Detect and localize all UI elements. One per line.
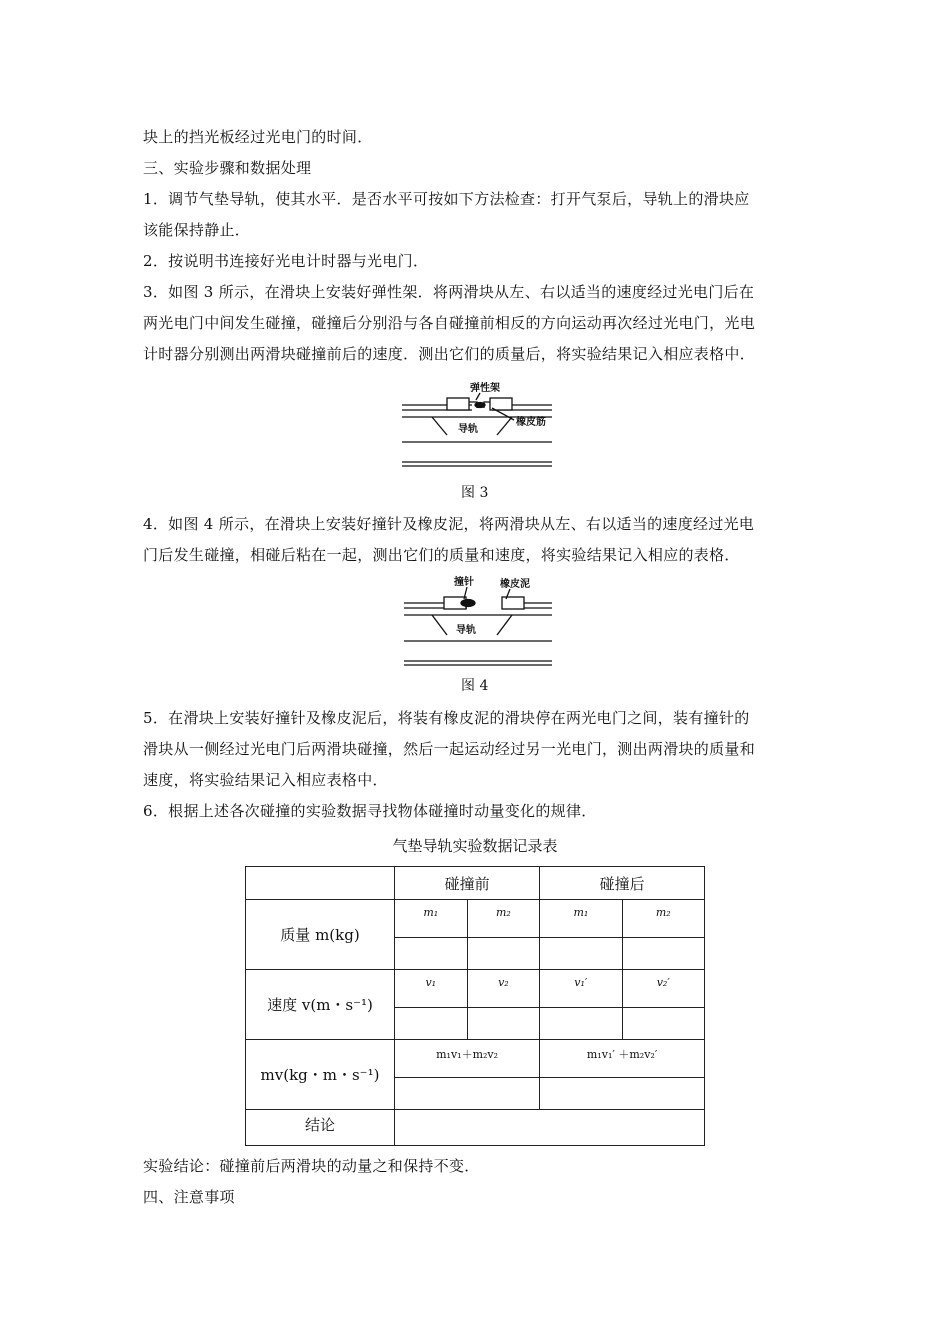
paragraph-line: 6．根据上述各次碰撞的实验数据寻找物体碰撞时动量变化的规律． [143, 802, 597, 820]
figure-3-caption: 图 3 [461, 485, 489, 501]
paragraph-line: 滑块从一侧经过光电门后两滑块碰撞，然后一起运动经过另一光电门，测出两滑块的质量和 [143, 740, 756, 758]
paragraph-line: 3．如图 3 所示，在滑块上安装好弹性架．将两滑块从左、右以适当的速度经过光电门后在 [143, 283, 755, 301]
fig3-label-band: 橡皮筋 [516, 417, 546, 428]
mass-symbol: m₁ [395, 900, 468, 938]
section-heading: 三、实验步骤和数据处理 [143, 159, 312, 177]
paragraph-line: 5．在滑块上安装好撞针及橡皮泥后，将装有橡皮泥的滑块停在两光电门之间，装有撞针的 [143, 709, 750, 727]
fig3-label-frame: 弹性架 [470, 383, 500, 394]
velocity-symbol: v₁ [395, 970, 468, 1008]
paragraph-line: 4．如图 4 所示，在滑块上安装好撞针及橡皮泥，将两滑块从左、右以适当的速度经过光电 [143, 515, 755, 533]
table-corner [246, 867, 395, 900]
mass-symbol: m₂ [622, 900, 704, 938]
fig4-label-pin: 撞针 [454, 577, 474, 588]
paragraph-line: 块上的挡光板经过光电门的时间． [143, 128, 373, 146]
table-title: 气垫导轨实验数据记录表 [392, 837, 558, 855]
conclusion-cell [395, 1110, 705, 1146]
paragraph-line: 1．调节气垫导轨，使其水平．是否水平可按如下方法检查：打开气泵后，导轨上的滑块应 [143, 190, 750, 208]
conclusion-label: 结论 [246, 1110, 395, 1146]
mass-label: 质量 m(kg) [246, 900, 395, 970]
paragraph-line: 速度，将实验结果记入相应表格中． [143, 771, 388, 789]
mass-symbol: m₁ [540, 900, 622, 938]
table-cell [540, 1008, 622, 1040]
table-cell [467, 1008, 540, 1040]
figure-4 [392, 573, 562, 672]
mass-symbol: m₂ [467, 900, 540, 938]
data-table [245, 866, 705, 1146]
paragraph-line: 该能保持静止． [143, 221, 251, 239]
section-heading: 四、注意事项 [143, 1188, 235, 1206]
fig4-label-clay: 橡皮泥 [500, 579, 530, 590]
conclusion-text: 实验结论：碰撞前后两滑块的动量之和保持不变． [143, 1157, 480, 1175]
momentum-label: mv(kg・m・s⁻¹) [246, 1040, 395, 1110]
paragraph-line: 2．按说明书连接好光电计时器与光电门． [143, 252, 429, 270]
table-cell [622, 938, 704, 970]
velocity-label: 速度 v(m・s⁻¹) [246, 970, 395, 1040]
header-after: 碰撞后 [540, 867, 705, 900]
table-cell [395, 938, 468, 970]
table-cell [540, 938, 622, 970]
table-cell [622, 1008, 704, 1040]
paragraph-line: 计时器分别测出两滑块碰撞前后的速度．测出它们的质量后，将实验结果记入相应表格中． [143, 345, 756, 363]
table-cell [467, 938, 540, 970]
table-cell [540, 1078, 705, 1110]
fig4-label-rail: 导轨 [456, 625, 476, 636]
momentum-after-symbol: m₁v₁′ ＋m₂v₂′ [540, 1040, 705, 1078]
velocity-symbol: v₂ [467, 970, 540, 1008]
table-cell [395, 1078, 540, 1110]
velocity-symbol: v₂′ [622, 970, 704, 1008]
paragraph-line: 两光电门中间发生碰撞，碰撞后分别沿与各自碰撞前相反的方向运动再次经过光电门，光电 [143, 314, 756, 332]
fig3-label-rail: 导轨 [458, 424, 478, 435]
paragraph-line: 门后发生碰撞，相碰后粘在一起，测出它们的质量和速度，将实验结果记入相应的表格． [143, 546, 740, 564]
velocity-symbol: v₁′ [540, 970, 622, 1008]
figure-4-caption: 图 4 [461, 678, 489, 694]
figure-3 [392, 380, 562, 474]
momentum-before-symbol: m₁v₁＋m₂v₂ [395, 1040, 540, 1078]
header-before: 碰撞前 [395, 867, 540, 900]
table-cell [395, 1008, 468, 1040]
